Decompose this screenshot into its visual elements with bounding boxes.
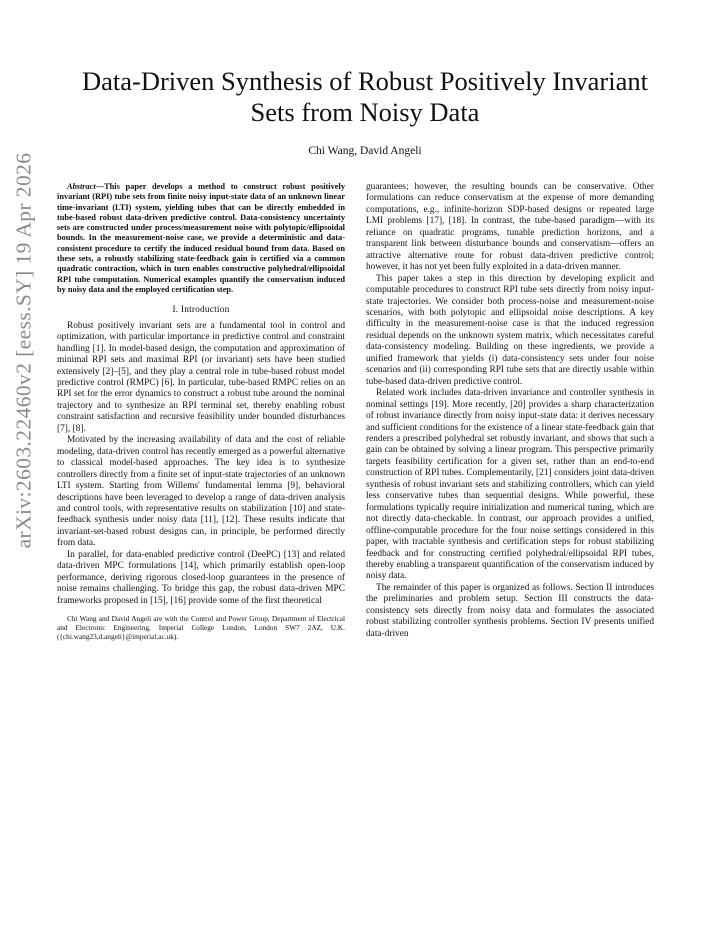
paper-authors: Chi Wang, David Angeli bbox=[308, 145, 422, 157]
left-column bbox=[57, 182, 345, 641]
abstract-body: —This paper develops a method to construct robust positively invariant (RPI) tube sets from finite noisy input-state data of an unknown linear time-invariant (LTI) system, yielding tubes that can be directly embedded in tube-based robust data-driven predictive control. Data-consistency uncertainty sets are constructed under process/measurement noise with polytopic/ellipsoidal bounds. In the measurement-noise case, we provide a deterministic and data-consistent procedure to certify the induced residual bound from data. Based on these sets, a robustly stabilizing state-feedback gain is certified via a common quadratic contraction, which in turn enables constructive polyhedral/ellipsoidal RPI tube computation. Numerical examples quantify the conservatism induced by noisy data and the employed certification step. bbox=[57, 182, 345, 294]
intro-paragraph-2: Motivated by the increasing availability of data and the cost of reliable modeling, data-driven control has recently emerged as a powerful alternative to classical model-based approaches. The key idea is to synthesize controllers directly from a finite set of input-state trajectories of an unknown LTI system. Starting from Willems' fundamental lemma [9], behavioral descriptions have been leveraged to develop a range of data-driven analysis and control tools, with representative results on stabilization [10] and state-feedback synthesis under noisy data [11], [12]. These results indicate that invariant-set-based robust designs can, in principle, be performed directly from data. bbox=[57, 435, 345, 549]
intro-paragraph-1: Robust positively invariant sets are a fundamental tool in control and optimization, with particular importance in predictive control and constraint handling [1]. In model-based design, the computation and approximation of minimal RPI sets and maximal RPI (or invariant) sets have been studied extensively [2]–[5], and they play a central role in tube-based robust model predictive control (RMPC) [6]. In particular, tube-based RMPC relies on an RPI set for the error dynamics to construct a robust tube around the nominal trajectory and to synthesize an RPI terminal set, thereby enabling robust constraint satisfaction and recursive feasibility under bounded disturbances [7], [8]. bbox=[57, 320, 345, 434]
abstract bbox=[57, 182, 345, 295]
intro-paragraph-4: guarantees; however, the resulting bounds can be conservative. Other formulations can reduce conservatism at the expense of more demanding computations, e.g., infinite-horizon SDP-based designs or repeated large LMI problems [17], [18]. In contrast, the tube-based paradigm—with its reliance on quadratic programs, tunable prediction horizons, and a transparent link between disturbance bounds and conservatism—offers an attractive alternative route for robust data-driven predictive control; however, it has not yet been fully exploited in a data-driven manner. bbox=[366, 182, 654, 273]
paper-title: Data-Driven Synthesis of Robust Positively Invariant Sets from Noisy Data bbox=[82, 66, 648, 127]
arxiv-sidebar-stamp bbox=[4, 40, 44, 660]
author-footnote: Chi Wang and David Angeli are with the Control and Power Group, Department of Electrical and Electronic Engineering, Imperial College London, London SW7 2AZ, U.K. ({chi.wang23,d.angeli}@imperial.ac.uk). bbox=[57, 614, 345, 641]
right-column bbox=[366, 182, 654, 640]
abstract-lead: Abstract bbox=[67, 182, 96, 191]
intro-paragraph-6: Related work includes data-driven invariance and controller synthesis in nominal settings [19]. More recently, [20] provides a sharp characterization of robust invariance directly from noisy input-state data: it derives necessary and sufficient conditions for the existence of a linear state-feedback gain that renders a prescribed polyhedral set robustly invariant, and shows that such a gain can be obtained by solving a linear program. This perspective primarily targets feasibility certification for a given set, rather than an end-to-end construction of RPI tubes. Complementarily, [21] considers joint data-driven synthesis of robust invariant sets and stabilizing controllers, which can yield less conservative tubes than sequential designs. While powerful, these formulations typically require initialization and numerical tuning, which are not directly data-checkable. In contrast, our approach provides a unified, offline-computable procedure for the four noise settings considered in this paper, with tractable synthesis and certification steps for robust stabilizing feedback and for constructing certified polyhedral/ellipsoidal RPI tubes, thereby enabling a transparent quantification of the conservatism induced by noisy data. bbox=[366, 388, 654, 582]
section-heading-introduction: I. Introduction bbox=[172, 305, 230, 316]
intro-paragraph-7: The remainder of this paper is organized as follows. Section II introduces the preliminaries and problem setup. Section III constructs the data-consistency sets directly from noisy data and formulates the associated robust stabilizing controller synthesis problems. Section IV presents unified data-driven bbox=[366, 582, 654, 639]
intro-paragraph-3: In parallel, for data-enabled predictive control (DeePC) [13] and related data-driven MPC formulations [14], which primarily establish open-loop performance, deriving rigorous closed-loop guarantees in the presence of noise remains challenging. To bridge this gap, the robust data-driven MPC frameworks proposed in [15], [16] provide some of the first theoretical bbox=[57, 549, 345, 606]
arxiv-identifier: arXiv:2603.22460v2 [eess.SY] 19 Apr 2026 bbox=[11, 152, 36, 548]
intro-paragraph-5: This paper takes a step in this direction by developing explicit and computable procedures to construct RPI tube sets directly from noisy input-state trajectories. We consider both process-noise and measurement-noise scenarios, with both polytopic and ellipsoidal noise descriptions. A key difficulty in the measurement-noise case is that the induced regression residual depends on the unknown system matrix, which necessitates careful data-consistency modeling. Building on these ingredients, we provide a unified framework that yields (i) data-consistency sets under four noise scenarios and (ii) corresponding RPI tube sets that are directly usable within tube-based data-driven predictive control. bbox=[366, 273, 654, 387]
